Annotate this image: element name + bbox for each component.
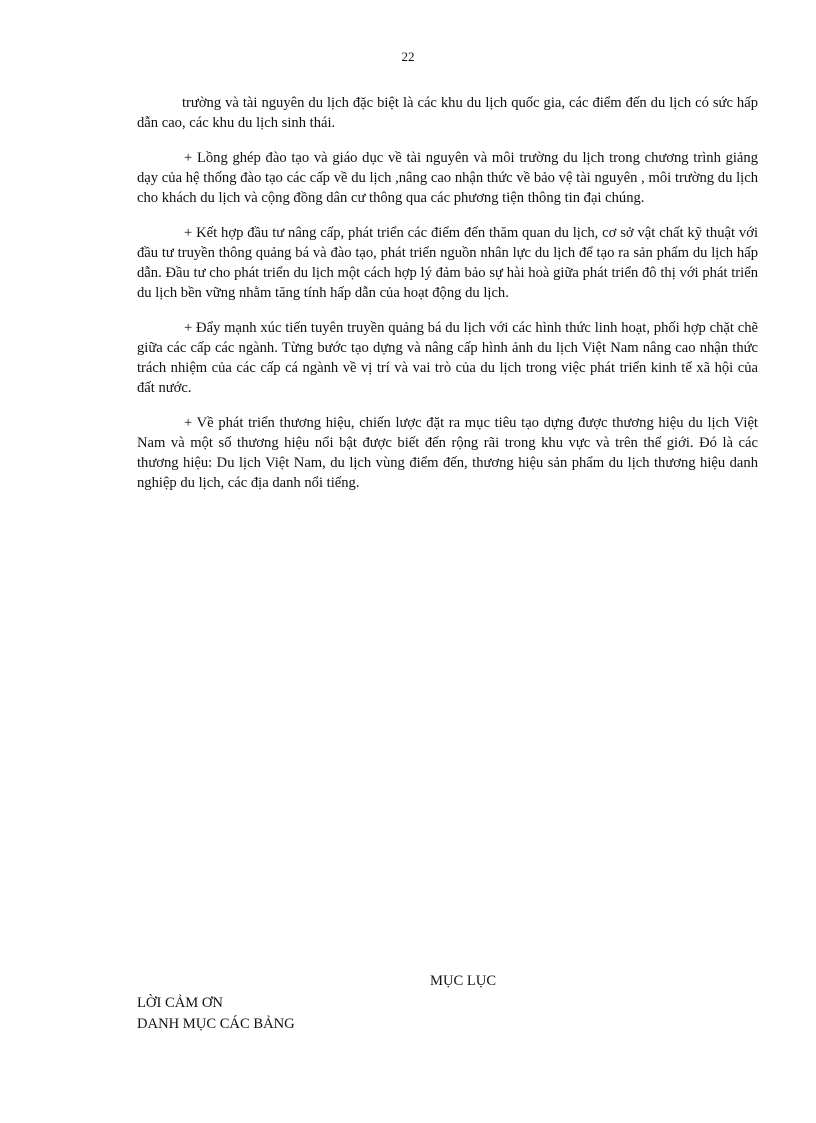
paragraph-branding: + Về phát triển thương hiệu, chiến lược đặt ra mục tiêu tạo dựng được thương hiệu du lịch Việt Nam và một số thương hiệu nổi bật được biết đến rộng rãi trong khu vực và trên thế giới. Đó là các thương hiệu: Du lịch Việt Nam, du lịch vùng điểm đến, thương hiệu sản phẩm du lịch thương hiệu danh nghiệp du lịch, các địa danh nổi tiếng.	[137, 415, 758, 491]
paragraph-environment: trường và tài nguyên du lịch đặc biệt là các khu du lịch quốc gia, các điểm đến du lịch có sức hấp dẫn cao, các khu du lịch sinh thái.	[137, 95, 758, 131]
paragraph-education: + Lồng ghép đào tạo và giáo dục về tài nguyên và môi trường du lịch trong chương trình giảng dạy của hệ thống đào tạo các cấp về du lịch ,nâng cao nhận thức về bảo vệ tài nguyên , môi trường du lịch cho khách du lịch và cộng đồng dân cư thông qua các phương tiện thông tin đại chúng.	[137, 150, 758, 206]
page-number: 22	[401, 49, 415, 64]
paragraph-promotion: + Đẩy mạnh xúc tiến tuyên truyền quảng bá du lịch với các hình thức linh hoạt, phối hợp chặt chẽ giữa các cấp các ngành. Từng bước tạo dựng và nâng cấp hình ảnh du lịch Việt Nam nâng cao nhận thức trách nhiệm của các cấp cá ngành về vị trí và vai trò của du lịch trong việc phát triển kinh tế xã hội của đất nước.	[137, 320, 758, 396]
toc-list	[137, 993, 295, 1035]
toc-item-list-of-tables: DANH MỤC CÁC BẢNG	[137, 1016, 295, 1032]
document-body	[137, 93, 758, 508]
paragraph-investment: + Kết hợp đầu tư nâng cấp, phát triển các điểm đến thăm quan du lịch, cơ sở vật chất kỹ thuật với đầu tư truyền thông quảng bá và đào tạo, phát triển nguồn nhân lực du lịch để tạo ra sản phẩm du lịch hấp dẫn. Đầu tư cho phát triển du lịch một cách hợp lý đảm bảo sự hài hoà giữa phát triển đô thị với phát triển du lịch bền vững nhằm tăng tính hấp dẫn của hoạt động du lịch.	[137, 225, 758, 301]
toc-title: MỤC LỤC	[430, 973, 497, 989]
toc-item-acknowledgements: LỜI CẢM ƠN	[137, 995, 223, 1011]
